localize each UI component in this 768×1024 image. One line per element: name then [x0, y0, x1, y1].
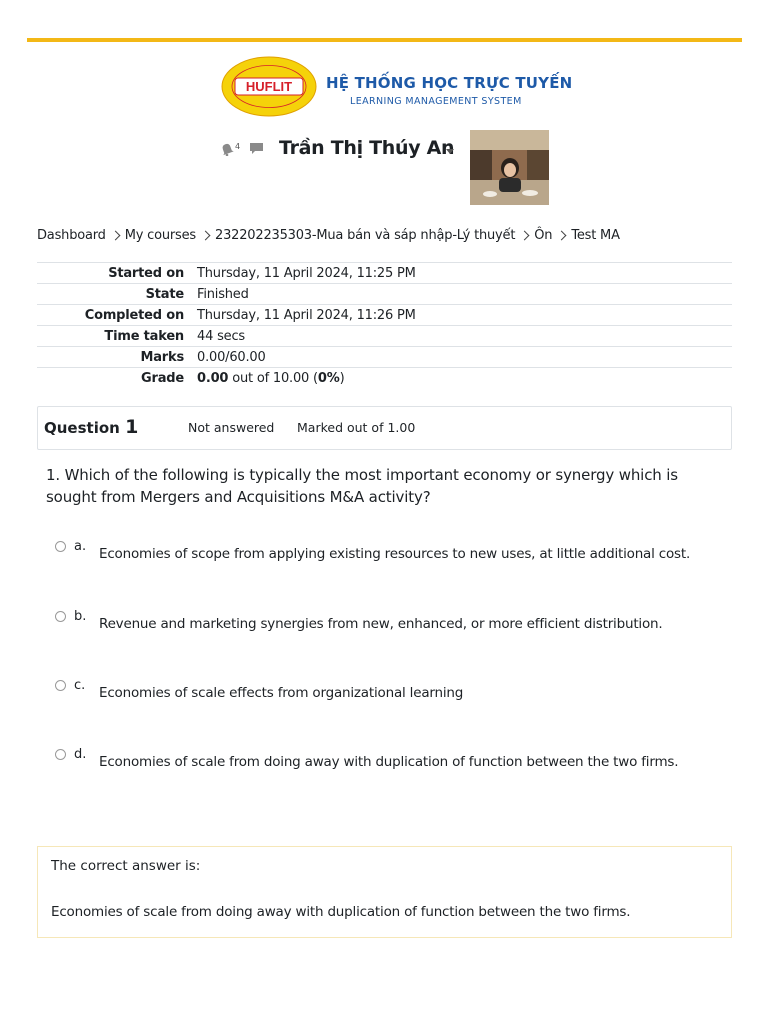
huflit-logo[interactable]: [221, 56, 317, 117]
breadcrumb-my-courses[interactable]: My courses: [124, 228, 197, 243]
breadcrumb: [37, 228, 620, 243]
site-title: HỆ THỐNG HỌC TRỰC TUYẾN: [326, 74, 573, 92]
grade-percent: 0%: [317, 370, 340, 386]
grade-label: Grade: [141, 370, 184, 386]
question-text: 1. Which of the following is typically the most important economy or synergy which is sought from Mergers and Acquisitions M&A activity?: [46, 466, 678, 506]
option-c[interactable]: [55, 678, 735, 702]
breadcrumb-quiz[interactable]: Test MA: [571, 228, 620, 243]
option-c-letter: c.: [74, 678, 86, 693]
summary-row-grade: [37, 368, 732, 388]
grade-value: [197, 371, 732, 386]
state-label: State: [145, 286, 184, 302]
option-a-letter: a.: [74, 539, 87, 554]
option-d-letter: d.: [74, 747, 87, 762]
summary-row-started: [37, 263, 732, 284]
option-b-letter: b.: [74, 609, 87, 624]
summary-row-marks: [37, 347, 732, 368]
option-a[interactable]: [55, 539, 735, 563]
completed-on-value: Thursday, 11 April 2024, 11:26 PM: [197, 307, 416, 323]
summary-row-state: [37, 284, 732, 305]
option-a-radio[interactable]: [55, 541, 66, 552]
chevron-right-icon: [201, 231, 211, 241]
grade-close: ): [339, 370, 345, 386]
started-on-label: Started on: [108, 265, 184, 281]
started-on-value: Thursday, 11 April 2024, 11:25 PM: [197, 265, 416, 281]
bell-icon[interactable]: [220, 142, 234, 156]
question-state: Not answered: [188, 420, 275, 435]
completed-on-label: Completed on: [84, 307, 184, 323]
breadcrumb-course[interactable]: 232202235303-Mua bán và sáp nhập-Lý thuyết: [215, 228, 516, 243]
option-d-text: Economies of scale from doing away with duplication of function between the two firms.: [99, 754, 679, 770]
option-a-text: Economies of scope from applying existing resources to new uses, at little additional cost.: [99, 546, 691, 562]
option-b[interactable]: [55, 609, 735, 633]
marks-value: 0.00/60.00: [197, 349, 266, 365]
logo-text: HUFLIT: [245, 79, 293, 94]
right-answer-text: Economies of scale from doing away with duplication of function between the two firms.: [51, 904, 631, 920]
attempt-summary-table: [37, 262, 732, 388]
chat-icon[interactable]: [249, 142, 264, 156]
question-mark-info: Marked out of 1.00: [297, 420, 416, 435]
option-c-radio[interactable]: [55, 680, 66, 691]
breadcrumb-section[interactable]: Ôn: [534, 228, 553, 243]
time-taken-value: 44 secs: [197, 328, 245, 344]
right-answer-heading: The correct answer is:: [51, 858, 201, 874]
question-number: 1: [125, 416, 139, 438]
top-accent-bar: [27, 38, 742, 42]
option-c-text: Economies of scale effects from organizational learning: [99, 685, 464, 701]
marks-label: Marks: [140, 349, 184, 365]
user-name[interactable]: Trần Thị Thúy An: [279, 137, 455, 159]
option-d[interactable]: [55, 747, 735, 771]
grade-score: 0.00: [197, 370, 229, 386]
question-info-box: [37, 406, 732, 450]
state-value: Finished: [197, 286, 249, 302]
option-b-text: Revenue and marketing synergies from new, enhanced, or more efficient distribution.: [99, 616, 663, 632]
chevron-down-icon[interactable]: [446, 149, 454, 154]
breadcrumb-dashboard[interactable]: Dashboard: [37, 228, 106, 243]
avatar[interactable]: [470, 130, 549, 205]
option-b-radio[interactable]: [55, 611, 66, 622]
chevron-right-icon: [557, 231, 567, 241]
notification-count: 4: [235, 142, 241, 151]
right-answer-box: [37, 846, 732, 938]
summary-row-completed: [37, 305, 732, 326]
question-label: Question: [44, 419, 120, 437]
summary-row-time: [37, 326, 732, 347]
question-heading: [44, 416, 138, 438]
chevron-right-icon: [520, 231, 530, 241]
time-taken-label: Time taken: [104, 328, 184, 344]
chevron-right-icon: [110, 231, 120, 241]
site-subtitle: LEARNING MANAGEMENT SYSTEM: [350, 96, 522, 107]
option-d-radio[interactable]: [55, 749, 66, 760]
grade-out-of: out of 10.00 (: [228, 370, 318, 386]
